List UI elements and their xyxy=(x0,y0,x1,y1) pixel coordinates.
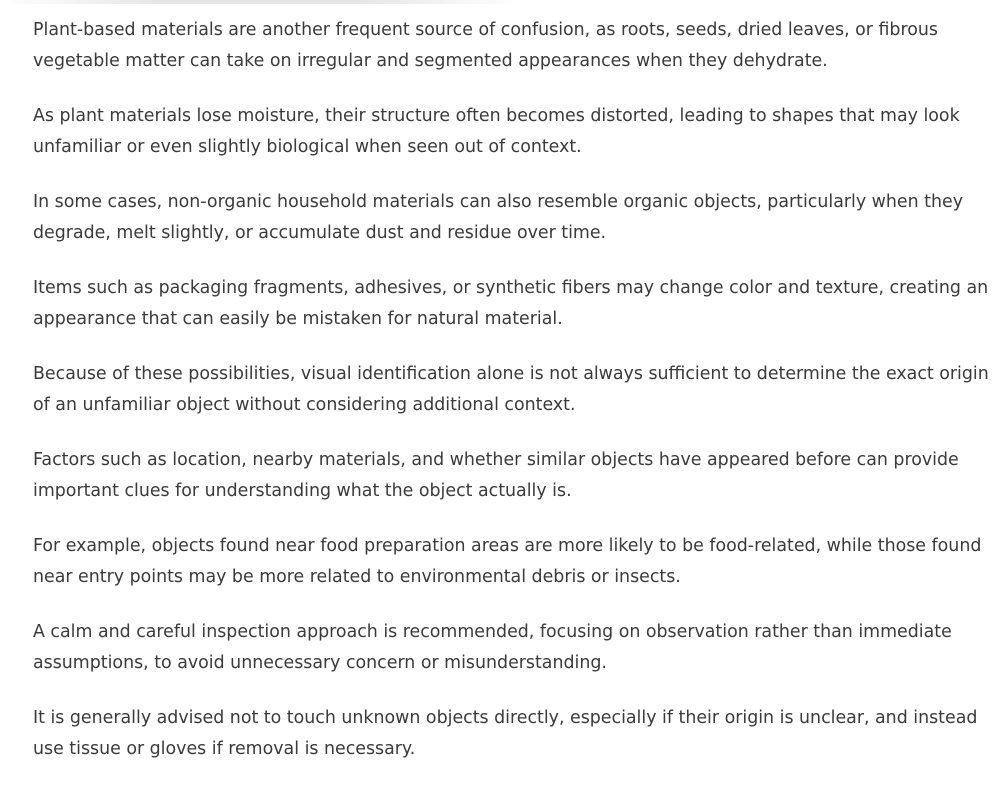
paragraph-advice: It is generally advised not to touch unknown objects directly, especially if their origin is unclear, and instead use tissue or gloves if removal is necessary. xyxy=(33,708,978,759)
top-divider xyxy=(0,0,520,4)
paragraph-factors: Factors such as location, nearby materials, and whether similar objects have appeared before can provide important clues for understanding what the object actually is. xyxy=(33,450,959,501)
paragraph-plant-materials: Plant-based materials are another frequent source of confusion, as roots, seeds, dried leaves, or fibrous vegetable matter can take on irregular and segmented appearances when they dehydrate. xyxy=(33,20,938,71)
paragraph-moisture-loss: As plant materials lose moisture, their structure often becomes distorted, leading to shapes that may look unfamiliar or even slightly biological when seen out of context. xyxy=(33,106,960,157)
paragraph-packaging: Items such as packaging fragments, adhesives, or synthetic fibers may change color and texture, creating an appearance that can easily be mistaken for natural material. xyxy=(33,278,989,329)
paragraph-example: For example, objects found near food preparation areas are more likely to be food-related, while those found near entry points may be more related to environmental debris or insects. xyxy=(33,536,982,587)
paragraph-non-organic: In some cases, non-organic household materials can also resemble organic objects, particularly when they degrade, melt slightly, or accumulate dust and residue over time. xyxy=(33,192,963,243)
paragraph-calm-inspection: A calm and careful inspection approach is recommended, focusing on observation rather than immediate assumptions, to avoid unnecessary concern or misunderstanding. xyxy=(33,622,952,673)
article-body xyxy=(33,15,995,789)
paragraph-visual-identification: Because of these possibilities, visual identification alone is not always sufficient to determine the exact origin of an unfamiliar object without considering additional context. xyxy=(33,364,989,415)
